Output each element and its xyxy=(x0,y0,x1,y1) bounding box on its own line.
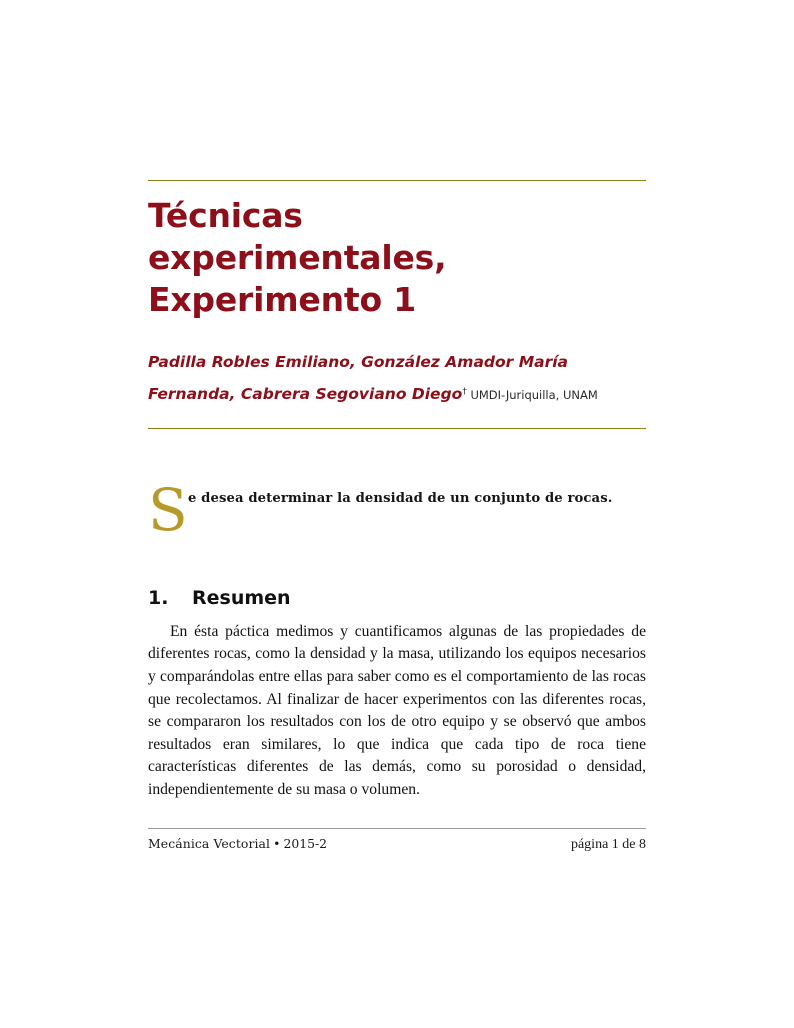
header-rule-bottom xyxy=(148,428,646,429)
page-title: Técnicas experimentales, Experimento 1 xyxy=(148,196,447,319)
lead-text: e desea determinar la densidad de un conjunto de rocas. xyxy=(188,490,613,506)
section-paragraph: En ésta páctica medimos y cuantificamos algunas de las propiedades de diferentes rocas, como la densidad y la masa, utilizando los equipos necesarios y comparándolas entre ellas para saber como es el comportamiento de las rocas que recolectamos. Al finalizar de hacer experimentos con las diferentes rocas, se compararon los resultados con los de otro equipo y se observó que ambos resultados eran similares, lo que indica que cada tipo de roca tiene características diferentes de las demás, como su porosidad o densidad, independientemente de su masa o volumen. xyxy=(148,622,646,798)
section-title: Resumen xyxy=(192,586,291,609)
drop-cap: S xyxy=(148,475,188,544)
footer-page-number: página 1 de 8 xyxy=(570,837,646,852)
author-names: Padilla Robles Emiliano, González Amador María Fernanda, Cabrera Segoviano Diego xyxy=(148,353,568,403)
affiliation-marker: † xyxy=(462,387,467,397)
section-heading-resumen xyxy=(148,587,646,609)
header-rule-top xyxy=(148,180,646,181)
footer-left xyxy=(148,836,327,851)
section-number: 1. xyxy=(148,586,169,609)
affiliation xyxy=(462,388,597,402)
footer-separator: • xyxy=(273,836,281,851)
footer-row xyxy=(148,836,646,853)
page-footer xyxy=(148,828,646,853)
footer-rule xyxy=(148,828,646,829)
article-header xyxy=(148,180,646,802)
footer-issue: 2015-2 xyxy=(283,836,328,851)
footer-journal: Mecánica Vectorial xyxy=(148,836,271,851)
lead-paragraph xyxy=(148,475,646,545)
affiliation-text: UMDI-Juriquilla, UNAM xyxy=(470,387,598,402)
author-list xyxy=(148,347,628,410)
